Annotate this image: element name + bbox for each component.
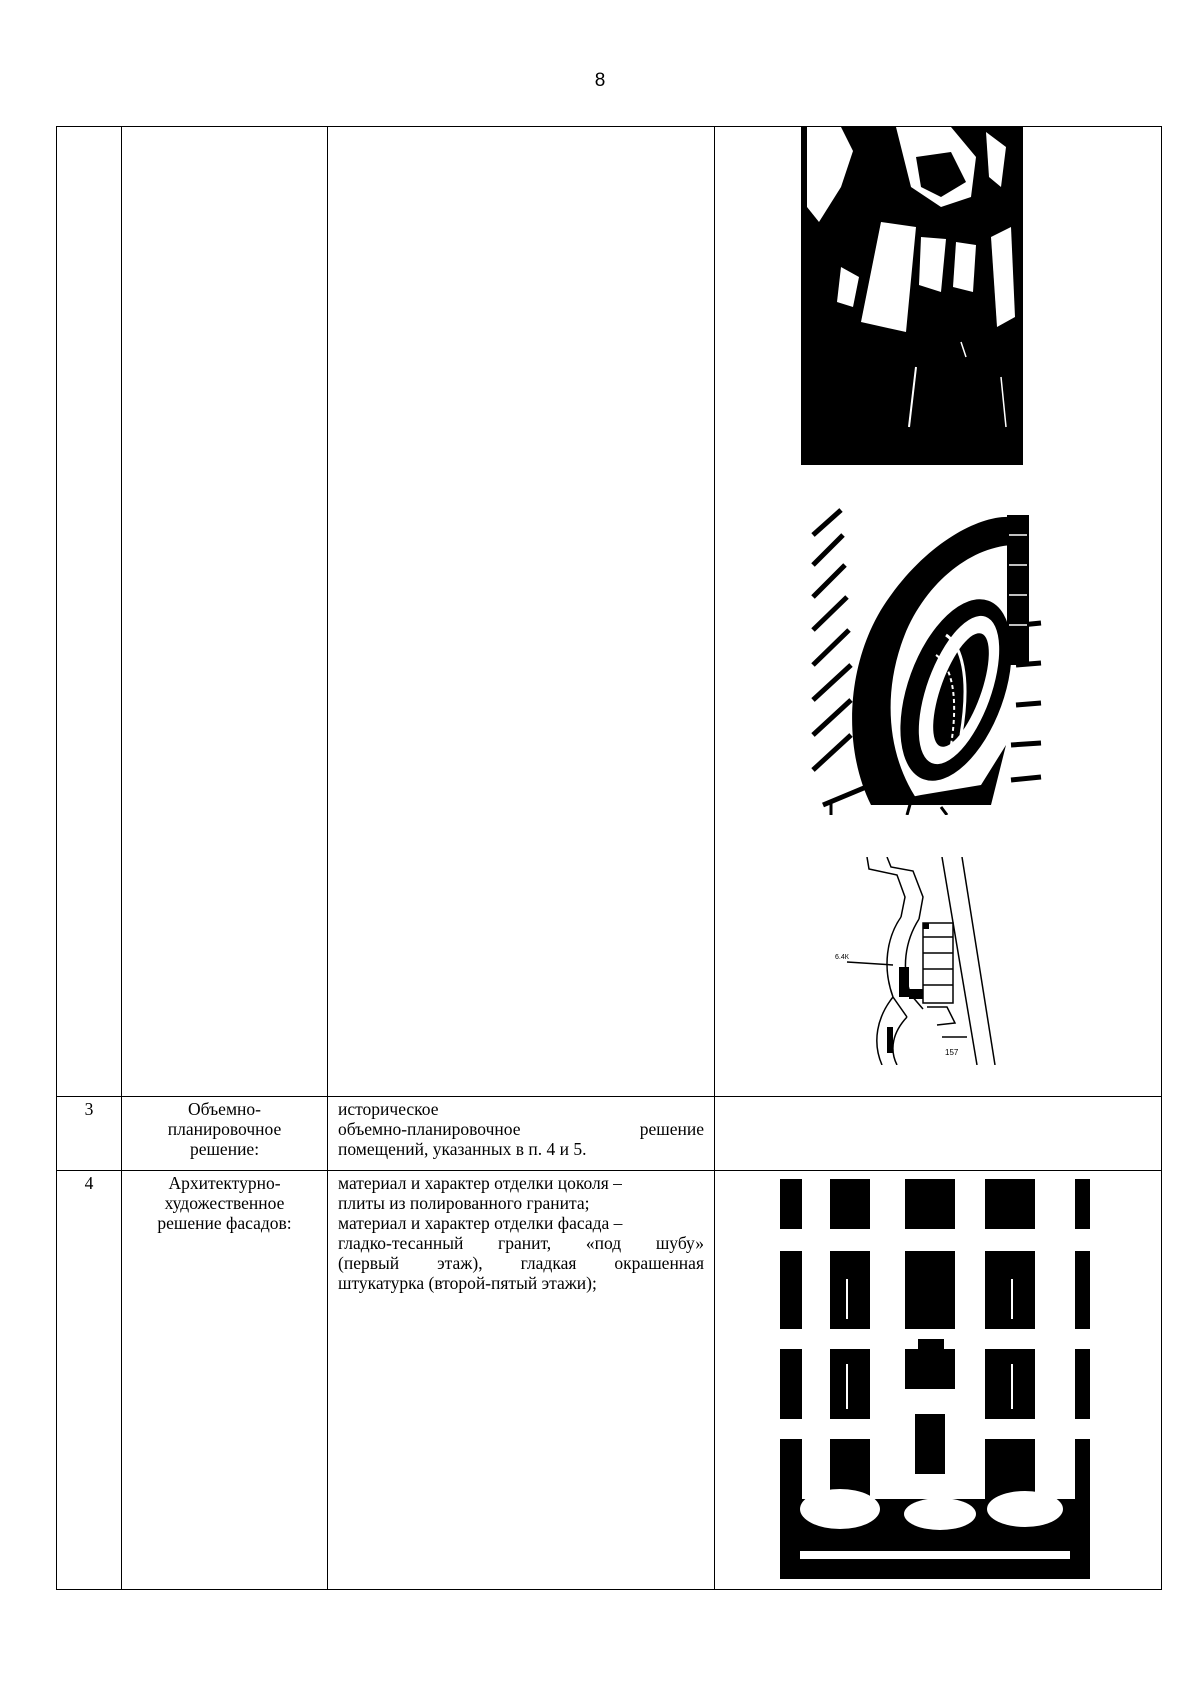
- row-description-line: историческое: [338, 1099, 439, 1119]
- row-name-line: художественное: [164, 1193, 285, 1213]
- table-row: [57, 1171, 1162, 1590]
- row-description-cell: [328, 1097, 715, 1171]
- row-name-line: планировочное: [167, 1119, 282, 1139]
- plan-label: 6.4К: [835, 954, 849, 961]
- protection-subject-table: [56, 126, 1162, 1590]
- row-description-line: помещений, указанных в п. 4 и 5.: [338, 1139, 587, 1159]
- row-name-cell: [122, 1171, 328, 1590]
- row-description-line: (первый этаж), гладкая окрашенная: [338, 1253, 704, 1273]
- floor-plan-drawing: [827, 857, 1007, 1065]
- row-number-cell: [57, 127, 122, 1097]
- row-name-line: Архитектурно-: [168, 1173, 281, 1193]
- row-description-cell: [328, 1171, 715, 1590]
- row-number: 4: [84, 1173, 94, 1193]
- plan-label: 157: [945, 1048, 959, 1057]
- row-image-cell: [715, 1171, 1162, 1590]
- row-description-cell: [328, 127, 715, 1097]
- row-description-word: объемно-планировочное: [338, 1119, 521, 1139]
- row-description-line: гладко-тесанный гранит, «под шубу»: [338, 1233, 704, 1253]
- table-row: [57, 1097, 1162, 1171]
- row-description-line: материал и характер отделки фасада –: [338, 1213, 623, 1233]
- row-name-line: решение:: [189, 1139, 260, 1159]
- row-name-cell: [122, 127, 328, 1097]
- row-name-line: решение фасадов:: [157, 1213, 292, 1233]
- facade-photo: [780, 1179, 1090, 1579]
- row-description-line: штукатурка (второй-пятый этажи);: [338, 1273, 597, 1293]
- row-description-word: решение: [639, 1119, 704, 1139]
- staircase-interior-photo: [801, 127, 1023, 465]
- row-image-cell: [715, 1097, 1162, 1171]
- row-number-cell: [57, 1097, 122, 1171]
- table-row: [57, 127, 1162, 1097]
- spiral-staircase-top-view-photo: [811, 505, 1043, 815]
- row-name-line: Объемно-: [188, 1099, 261, 1119]
- row-name-cell: [122, 1097, 328, 1171]
- row-description-line: материал и характер отделки цоколя –: [338, 1173, 622, 1193]
- page-number: 8: [594, 70, 606, 91]
- row-description-line: плиты из полированного гранита;: [338, 1193, 590, 1213]
- row-number: 3: [84, 1099, 94, 1119]
- row-number-cell: [57, 1171, 122, 1590]
- row-image-cell: [715, 127, 1162, 1097]
